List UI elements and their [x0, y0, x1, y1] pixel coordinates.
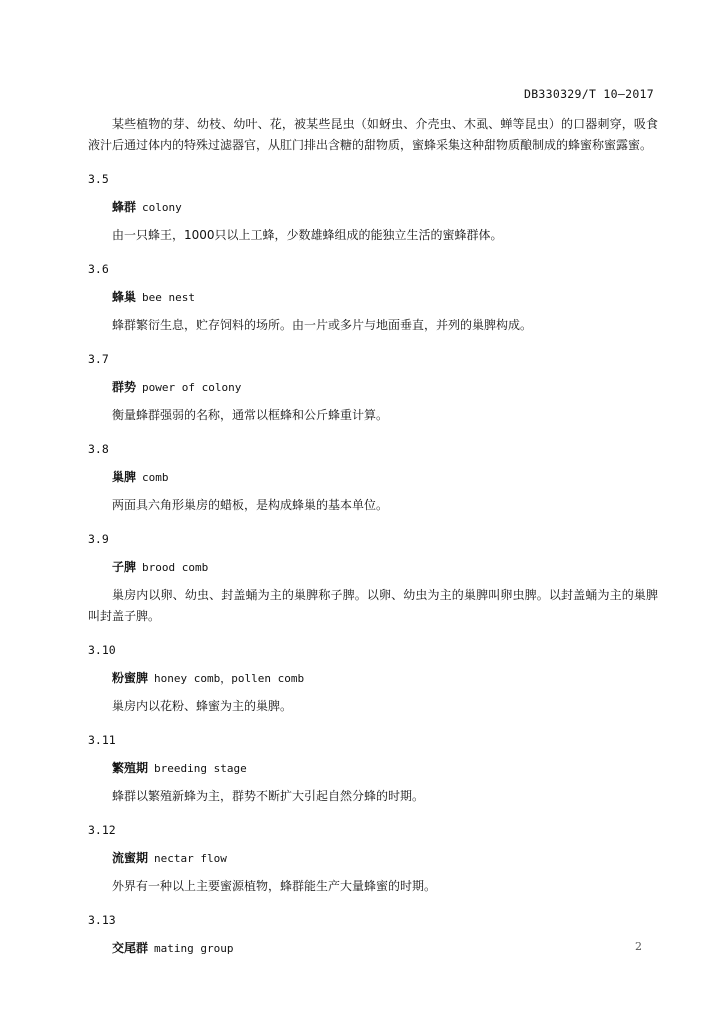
term-definition: 巢房内以卵、幼虫、封盖蛹为主的巢脾称子脾。以卵、幼虫为主的巢脾叫卵虫脾。以封盖蛹为主的巢脾叫封盖子脾。: [88, 588, 658, 623]
term-definition: 巢房内以花粉、蜂蜜为主的巢脾。: [112, 699, 293, 713]
term-definition: 外界有一种以上主要蜜源植物，蜂群能生产大量蜂蜜的时期。: [112, 879, 437, 893]
term-definition: 两面具六角形巢房的蜡板，是构成蜂巢的基本单位。: [112, 498, 389, 512]
term-definition: 蜂群以繁殖新蜂为主，群势不断扩大引起自然分蜂的时期。: [112, 789, 425, 803]
term-definition: 衡量蜂群强弱的名称，通常以框蜂和公斤蜂重计算。: [112, 408, 389, 422]
term-heading: [112, 848, 658, 869]
page-number: 2: [635, 940, 642, 953]
section-number: 3.10: [88, 643, 116, 657]
term-en: bee nest: [142, 291, 195, 304]
section-number: 3.5: [88, 172, 109, 186]
term-definition: 蜂群繁衍生息，贮存饲料的场所。由一片或多片与地面垂直，并列的巢脾构成。: [112, 318, 533, 332]
term-heading: [112, 377, 658, 398]
term-en: mating group: [154, 942, 234, 955]
term-definition: 由一只蜂王，1000只以上工蜂，少数雄蜂组成的能独立生活的蜜蜂群体。: [112, 228, 503, 242]
section-number: 3.11: [88, 733, 116, 747]
term-en: brood comb: [142, 561, 209, 574]
term-heading: [112, 557, 658, 578]
term-zh: 子脾: [112, 560, 137, 574]
term-zh: 交尾群: [112, 941, 149, 955]
document-code: DB330329/T 10—2017: [523, 87, 654, 101]
document-body: [88, 114, 658, 959]
term-heading: [112, 467, 658, 488]
term-en: breeding stage: [154, 762, 247, 775]
term-heading: [112, 287, 658, 308]
term-en: power of colony: [142, 381, 242, 394]
term-en: colony: [142, 201, 182, 214]
section-number: 3.8: [88, 442, 109, 456]
section-number: 3.12: [88, 823, 116, 837]
term-zh: 粉蜜脾: [112, 671, 149, 685]
term-heading: [112, 197, 658, 218]
term-en: honey comb，pollen comb: [154, 672, 305, 685]
section-number: 3.13: [88, 913, 116, 927]
term-en: comb: [142, 471, 169, 484]
term-heading: [112, 938, 658, 959]
term-heading: [112, 668, 658, 689]
term-zh: 蜂群: [112, 200, 137, 214]
intro-paragraph: 某些植物的芽、幼枝、幼叶、花，被某些昆虫（如蚜虫、介壳虫、木虱、蝉等昆虫）的口器刺穿，吸食液汁后通过体内的特殊过滤器官，从肛门排出含糖的甜物质，蜜蜂采集这种甜物质酿制成的蜂蜜称蜜露蜜。: [88, 117, 658, 152]
term-zh: 巢脾: [112, 470, 137, 484]
term-zh: 蜂巢: [112, 290, 137, 304]
term-heading: [112, 758, 658, 779]
term-zh: 流蜜期: [112, 851, 149, 865]
term-zh: 繁殖期: [112, 761, 149, 775]
term-zh: 群势: [112, 380, 137, 394]
section-number: 3.9: [88, 532, 109, 546]
section-number: 3.7: [88, 352, 109, 366]
term-en: nectar flow: [154, 852, 227, 865]
section-number: 3.6: [88, 262, 109, 276]
